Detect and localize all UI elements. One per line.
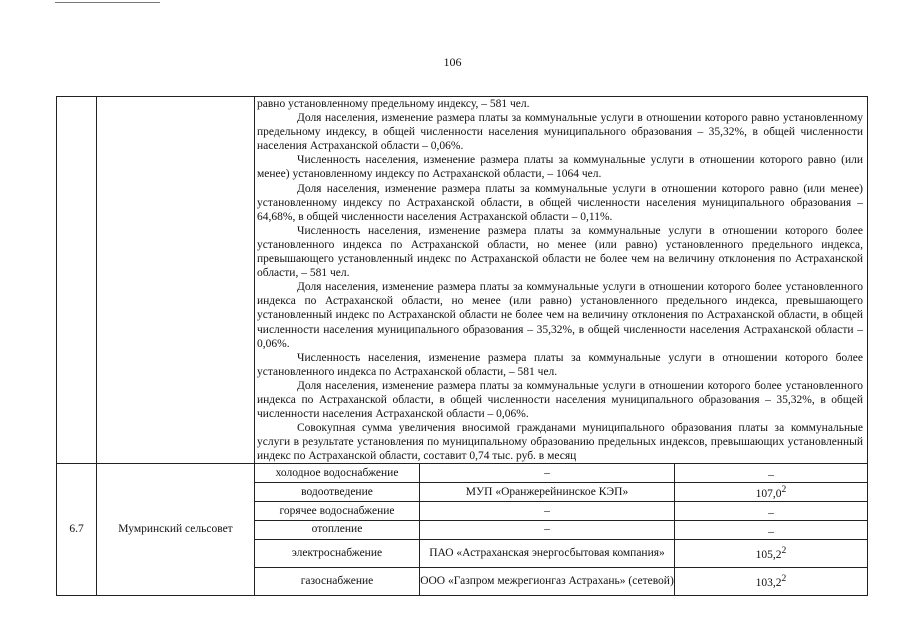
paragraph: Доля населения, изменение размера платы за коммунальные услуги в отношении которого равно установленному предельному индексу, в общей численности населения муниципального образования – 35,32%, в общей численности населения Астраханской области – 0,06%.: [257, 112, 864, 153]
index-value: [675, 483, 868, 502]
service-name: водоотведение: [255, 483, 420, 502]
index-number: 107,0: [755, 488, 782, 501]
index-number: 103,2: [755, 577, 782, 590]
page-number: 106: [443, 55, 462, 69]
service-name: газоснабжение: [255, 567, 420, 595]
index-value: [675, 464, 868, 483]
paragraph: Доля населения, изменение размера платы за коммунальные услуги в отношении которого более установленного индекса по Астраханской области, но менее (или равно) установленного предельного индекса, превышающего установленный индекс по Астраханской области не более чем на величину отклонения по Астраханской области, в общей численности населения муниципального образования – 35,32%, в общей численности населения Астраханской области – 0,06%.: [257, 281, 864, 350]
index-footnote: 2: [781, 545, 787, 557]
provider-name: –: [420, 464, 675, 483]
index-number: –: [768, 506, 774, 519]
index-number: –: [768, 525, 774, 538]
service-name: холодное водоснабжение: [255, 464, 420, 483]
service-name: горячее водоснабжение: [255, 502, 420, 521]
provider-name: –: [420, 502, 675, 521]
provider-name: МУП «Оранжерейнинское КЭП»: [420, 483, 675, 502]
empty-name-cell: [97, 97, 255, 464]
paragraph: Доля населения, изменение размера платы за коммунальные услуги в отношении которого более установленного индекса по Астраханской области, в общей численности населения муниципального образования – 35,32%, в общей численности населения Астраханской области – 0,06%.: [257, 379, 864, 421]
service-row: [57, 464, 868, 483]
index-number: –: [768, 469, 774, 482]
paragraph: Численность населения, изменение размера платы за коммунальные услуги в отношении которого более установленного индекса по Астраханской области, – 581 чел.: [257, 351, 864, 378]
service-name: электроснабжение: [255, 539, 420, 567]
provider-name: ООО «Газпром межрегионгаз Астрахань» (сетевой): [420, 567, 675, 595]
index-value: [675, 567, 868, 595]
empty-number-cell: [57, 97, 97, 464]
index-footnote: 2: [781, 573, 787, 585]
text-block: [255, 97, 867, 463]
service-name: отопление: [255, 520, 420, 539]
text-row: [57, 97, 868, 464]
entry-name: Мумринский сельсовет: [97, 464, 255, 595]
provider-name: ПАО «Астраханская энергосбытовая компания»: [420, 539, 675, 567]
index-value: [675, 520, 868, 539]
text-cell: [255, 97, 868, 464]
paragraph: Численность населения, изменение размера платы за коммунальные услуги в отношении которого более установленного индекса по Астраханской области, но менее (или равно) установленного предельного индекса, превышающего установленный индекс по Астраханской области не более чем на величину отклонения по Астраханской области, – 581 чел.: [257, 224, 864, 280]
paragraph: Численность населения, изменение размера платы за коммунальные услуги в отношении которого равно (или менее) установленному индексу по Астраханской области, – 1064 чел.: [257, 154, 864, 181]
top-rule: [55, 2, 160, 3]
provider-name: –: [420, 520, 675, 539]
data-table: [56, 96, 868, 596]
paragraph: равно установленному предельному индексу, – 581 чел.: [257, 98, 530, 110]
paragraph: Доля населения, изменение размера платы за коммунальные услуги в отношении которого равно (или менее) установленному индексу по Астраханской области, в общей численности населения муниципального образования – 64,68%, в общей численности населения Астраханской области – 0,11%.: [257, 182, 864, 223]
index-number: 105,2: [755, 549, 782, 562]
index-value: [675, 539, 868, 567]
index-footnote: 2: [781, 484, 787, 496]
entry-number: 6.7: [57, 464, 97, 595]
index-value: [675, 502, 868, 521]
paragraph: Совокупная сумма увеличения вносимой гражданами муниципального образования платы за коммунальные услуги в результате установления по муниципальному образованию предельных индексов, превышающих установленный индекс по Астраханской области, составит 0,74 тыс. руб. в месяц: [257, 422, 864, 463]
